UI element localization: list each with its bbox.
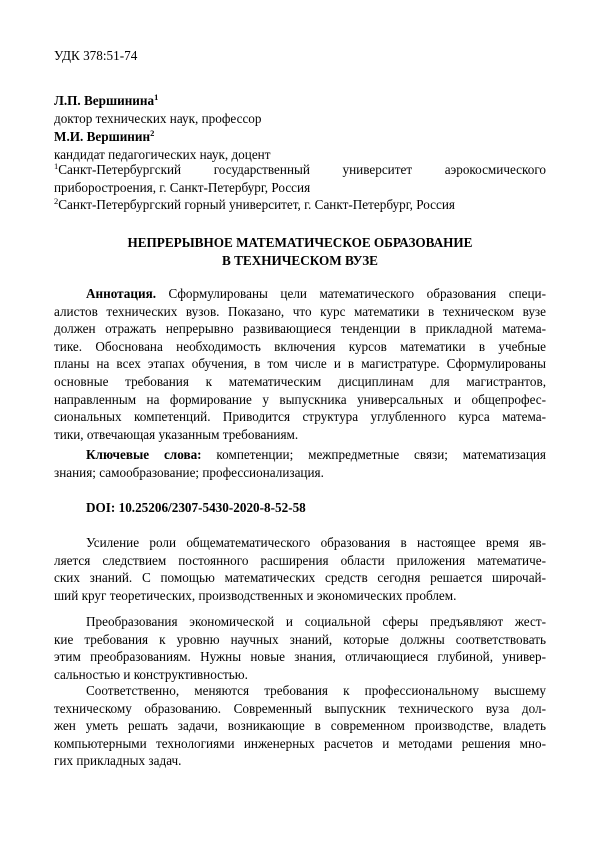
body-line: Преобразования экономической и социальной сферы предъявляют жест-	[86, 614, 546, 629]
abstract-label: Аннотация.	[86, 286, 157, 301]
keywords-label: Ключевые слова:	[86, 447, 202, 462]
body-line: этим преобразованиям. Нужны новые знания, отличающиеся глубиной, универ-	[54, 649, 546, 665]
abstract-line: сиональных компетенций. Приводится структура углубленного курса матема-	[54, 409, 546, 425]
affiliation-text: Санкт-Петербургский горный университет, г. Санкт-Петербург, Россия	[58, 197, 456, 212]
body-line: жен уметь решать задачи, возникающие в современном производстве, владеть	[54, 718, 546, 734]
body-paragraph-1	[54, 534, 546, 604]
affiliation-2	[54, 196, 546, 214]
author-name: М.И. Вершинин	[54, 129, 151, 144]
body-line: сальностью и конструктивностью.	[54, 666, 248, 682]
affiliation-line: $^1$Санкт-Петербургский государственный университет аэрокосмического	[54, 161, 546, 177]
body-line: гих прикладных задач.	[54, 753, 182, 769]
udc-code: УДК 378:51-74	[54, 48, 138, 63]
abstract	[54, 285, 546, 443]
body-line: Соответственно, меняются требования к профессиональному высшему	[86, 683, 546, 698]
body-paragraph-2	[54, 613, 546, 683]
abstract-line: тики, отвечающая указанным требованиям.	[54, 426, 299, 442]
affiliation-marker: 1	[54, 161, 59, 171]
doi: DOI: 10.25206/2307-5430-2020-8-52-58	[86, 500, 306, 515]
abstract-line: должен отражать непрерывно развивающиеся тенденции в прикладной матема-	[54, 321, 546, 337]
article-title: НЕПРЕРЫВНОЕ МАТЕМАТИЧЕСКОЕ ОБРАЗОВАНИЕ В ТЕХНИЧЕСКОМ ВУЗЕ	[127, 235, 473, 268]
author-1	[54, 92, 546, 110]
abstract-line: планы на всех этапах обучения, в том числе и в магистратуре. Сформулированы	[54, 356, 546, 372]
affiliation-marker: 2	[150, 128, 155, 138]
affiliation-line: приборостроения, г. Санкт-Петербург, Россия	[54, 179, 311, 195]
affiliation-1	[54, 161, 546, 196]
body-line: компьютерными технологиями инженерных расчетов и методами решения мно-	[54, 735, 546, 751]
abstract-line: алистов технических вузов. Показано, что курс математики в техническом вузе	[54, 303, 546, 319]
author-2	[54, 128, 546, 146]
author-name: Л.П. Вершинина	[54, 93, 155, 108]
affiliation-marker: 1	[154, 92, 159, 102]
abstract-line: основные требования к математическим дисциплинам для магистрантов,	[54, 373, 546, 389]
keywords	[54, 446, 546, 481]
body-line: ший круг теоретических, производственных и экономических проблем.	[54, 587, 457, 603]
body-line: техническому образованию. Современный выпускник технического вуза дол-	[54, 700, 546, 716]
abstract-line: направленным на формирование у выпускника универсальных и общепрофес-	[54, 391, 546, 407]
body-line: кие требования к уровню научных знаний, которые должны соответствовать	[54, 631, 546, 647]
affiliation-marker: 2	[54, 196, 59, 206]
author-title: доктор технических наук, профессор	[54, 111, 262, 126]
keywords-line: знания; самообразование; профессионализация.	[54, 464, 324, 480]
body-line: ляется следствием постоянного расширения области приложения математиче-	[54, 552, 546, 568]
body-line: Усиление роли общематематического образования в настоящее время яв-	[86, 535, 546, 550]
abstract-line: тике. Обоснована необходимость включения курсов математики в учебные	[54, 338, 546, 354]
body-paragraph-3	[54, 682, 546, 770]
author-title: кандидат педагогических наук, доцент	[54, 147, 271, 162]
abstract-line: Аннотация. Сформулированы цели математического образования специ-	[86, 286, 546, 301]
body-line: ских знаний. С помощью математических средств сегодня решается широчай-	[54, 570, 546, 586]
keywords-line: Ключевые слова: компетенции; межпредметные связи; математизация	[86, 447, 546, 462]
